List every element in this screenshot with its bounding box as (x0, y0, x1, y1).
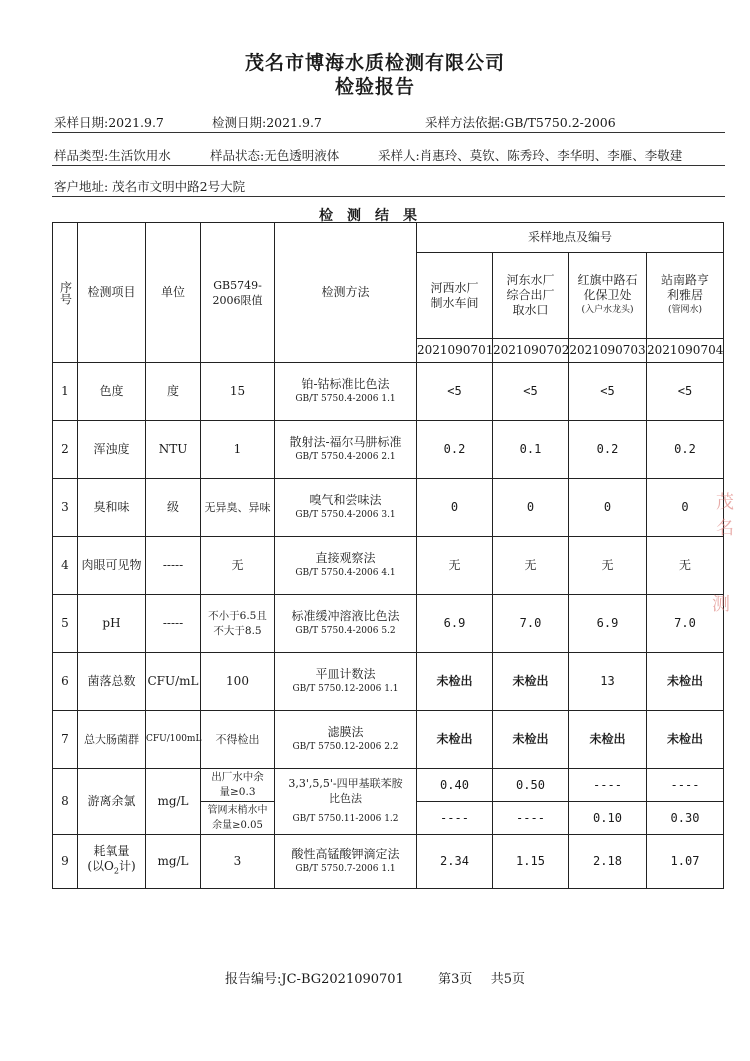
row-value: <5 (569, 363, 647, 421)
row-item: 臭和味 (78, 479, 146, 537)
row-value: 2.34 (417, 835, 493, 889)
row-no: 1 (53, 363, 78, 421)
row-unit: CFU/mL (146, 653, 201, 711)
row-value: 0.50 (493, 769, 569, 802)
table-row (53, 653, 724, 711)
results-table (52, 222, 724, 889)
row-value: 13 (569, 653, 647, 711)
header-sites: 采样地点及编号 (417, 223, 724, 253)
row-item: 总大肠菌群 (78, 711, 146, 769)
row-value: 0.30 (647, 802, 724, 835)
row-value: ---- (569, 769, 647, 802)
row-value: 未检出 (493, 653, 569, 711)
table-row (53, 479, 724, 537)
site-name-3: 红旗中路石化保卫处 (入户水龙头) (569, 253, 647, 339)
row-value: 0.2 (417, 421, 493, 479)
site-name-2: 河东水厂综合出厂取水口 (493, 253, 569, 339)
row-limit: 3 (201, 835, 275, 889)
row-item: 浑浊度 (78, 421, 146, 479)
row-limit: 100 (201, 653, 275, 711)
samplers: 采样人:肖惠玲、莫钦、陈秀玲、李华明、李雁、李敬建 (378, 148, 683, 163)
row-no: 2 (53, 421, 78, 479)
row-value: 1.07 (647, 835, 724, 889)
company-name: 茂名市博海水质检测有限公司 (244, 52, 505, 74)
row-no: 6 (53, 653, 78, 711)
client-address: 客户地址: 茂名市文明中路2号大院 (54, 179, 246, 194)
row-unit: 级 (146, 479, 201, 537)
row-unit: mg/L (146, 769, 201, 835)
row-unit: CFU/100mL (146, 711, 201, 769)
table-row (53, 595, 724, 653)
row-value: 0.2 (647, 421, 724, 479)
site-name-1: 河西水厂制水车间 (417, 253, 493, 339)
sample-type: 样品类型:生活饮用水 (54, 148, 171, 163)
row-value: 未检出 (417, 711, 493, 769)
info-row-sample (52, 143, 725, 166)
row-value: <5 (493, 363, 569, 421)
row-method: 平皿计数法 GB/T 5750.12-2006 1.1 (275, 653, 417, 711)
row-limit: 无异臭、异味 (201, 479, 275, 537)
header-limit: GB5749-2006限值 (201, 223, 275, 363)
sampling-basis: 采样方法依据:GB/T5750.2-2006 (425, 115, 616, 130)
report-number: 报告编号:JC-BG2021090701 (225, 972, 404, 987)
table-row (53, 421, 724, 479)
table-row (53, 363, 724, 421)
row-value: 0.40 (417, 769, 493, 802)
table-row (53, 835, 724, 889)
site-code-3: 2021090703 (569, 339, 647, 363)
row-limit: 不得检出 (201, 711, 275, 769)
site-code-4: 2021090704 (647, 339, 724, 363)
row-method: 铂-钴标准比色法 GB/T 5750.4-2006 1.1 (275, 363, 417, 421)
row-unit: ----- (146, 595, 201, 653)
row-method: 3,3',5,5'-四甲基联苯胺比色法 GB/T 5750.11-2006 1.2 (275, 769, 417, 835)
row-unit: NTU (146, 421, 201, 479)
test-date: 检测日期:2021.9.7 (212, 115, 322, 130)
row-method: 直接观察法 GB/T 5750.4-2006 4.1 (275, 537, 417, 595)
sampling-date: 采样日期:2021.9.7 (54, 115, 164, 130)
row-value: <5 (647, 363, 724, 421)
page-number: 第3页 (438, 972, 473, 987)
row-value: 未检出 (569, 711, 647, 769)
row-method: 酸性高锰酸钾滴定法 GB/T 5750.7-2006 1.1 (275, 835, 417, 889)
header-method: 检测方法 (275, 223, 417, 363)
row-unit: mg/L (146, 835, 201, 889)
row-value: 6.9 (417, 595, 493, 653)
row-unit: ----- (146, 537, 201, 595)
row-method: 滤膜法 GB/T 5750.12-2006 2.2 (275, 711, 417, 769)
report-title: 检验报告 (334, 76, 415, 98)
header-item: 检测项目 (78, 223, 146, 363)
row-limit: 15 (201, 363, 275, 421)
row-value: 未检出 (417, 653, 493, 711)
row-item: 游离余氯 (78, 769, 146, 835)
row-value: 无 (417, 537, 493, 595)
row-value: 0 (569, 479, 647, 537)
site-code-2: 2021090702 (493, 339, 569, 363)
row-limit: 无 (201, 537, 275, 595)
row-value: 2.18 (569, 835, 647, 889)
row-value: 无 (569, 537, 647, 595)
row-value: 7.0 (493, 595, 569, 653)
table-row (53, 711, 724, 769)
row-no: 7 (53, 711, 78, 769)
row-no: 4 (53, 537, 78, 595)
header-no: 序号 (53, 223, 78, 363)
row-item: 肉眼可见物 (78, 537, 146, 595)
row-no: 8 (53, 769, 78, 835)
row-value: 0.2 (569, 421, 647, 479)
row-limit-a: 出厂水中余量≥0.3 (201, 769, 275, 802)
row-limit-b: 管网末梢水中余量≥0.05 (201, 802, 275, 835)
row-limit: 不小于6.5且不大于8.5 (201, 595, 275, 653)
red-seal-mark: 测 (712, 594, 730, 615)
row-no: 3 (53, 479, 78, 537)
row-value: 未检出 (647, 653, 724, 711)
row-value: 0 (417, 479, 493, 537)
row-method: 散射法-福尔马肼标准 GB/T 5750.4-2006 2.1 (275, 421, 417, 479)
row-value: ---- (417, 802, 493, 835)
info-row-dates (52, 110, 725, 133)
row-value: 未检出 (493, 711, 569, 769)
row-no: 5 (53, 595, 78, 653)
row-value: ---- (647, 769, 724, 802)
row-method: 嗅气和尝味法 GB/T 5750.4-2006 3.1 (275, 479, 417, 537)
table-row (53, 537, 724, 595)
row-unit: 度 (146, 363, 201, 421)
header-unit: 单位 (146, 223, 201, 363)
row-value: 0 (647, 479, 724, 537)
row-value: <5 (417, 363, 493, 421)
row-item: pH (78, 595, 146, 653)
info-row-address (52, 174, 725, 197)
table-row (53, 769, 724, 802)
page-total: 共5页 (490, 972, 525, 987)
site-code-1: 2021090701 (417, 339, 493, 363)
row-value: 1.15 (493, 835, 569, 889)
row-value: 7.0 (647, 595, 724, 653)
row-value: 6.9 (569, 595, 647, 653)
red-seal-mark: 茂名 (716, 492, 734, 539)
row-item: 色度 (78, 363, 146, 421)
report-footer (0, 968, 750, 987)
row-limit: 1 (201, 421, 275, 479)
row-value: 无 (647, 537, 724, 595)
sample-state: 样品状态:无色透明液体 (210, 148, 340, 163)
site-name-4: 站南路亨利雅居 (管网水) (647, 253, 724, 339)
row-value: ---- (493, 802, 569, 835)
results-title: 检测结果 (319, 208, 431, 224)
row-value: 未检出 (647, 711, 724, 769)
row-value: 无 (493, 537, 569, 595)
row-item: 耗氧量 (以$O_2$计) (78, 835, 146, 889)
row-value: 0.1 (493, 421, 569, 479)
row-no: 9 (53, 835, 78, 889)
row-method: 标准缓冲溶液比色法 GB/T 5750.4-2006 5.2 (275, 595, 417, 653)
row-item: 菌落总数 (78, 653, 146, 711)
row-value: 0 (493, 479, 569, 537)
row-value: 0.10 (569, 802, 647, 835)
